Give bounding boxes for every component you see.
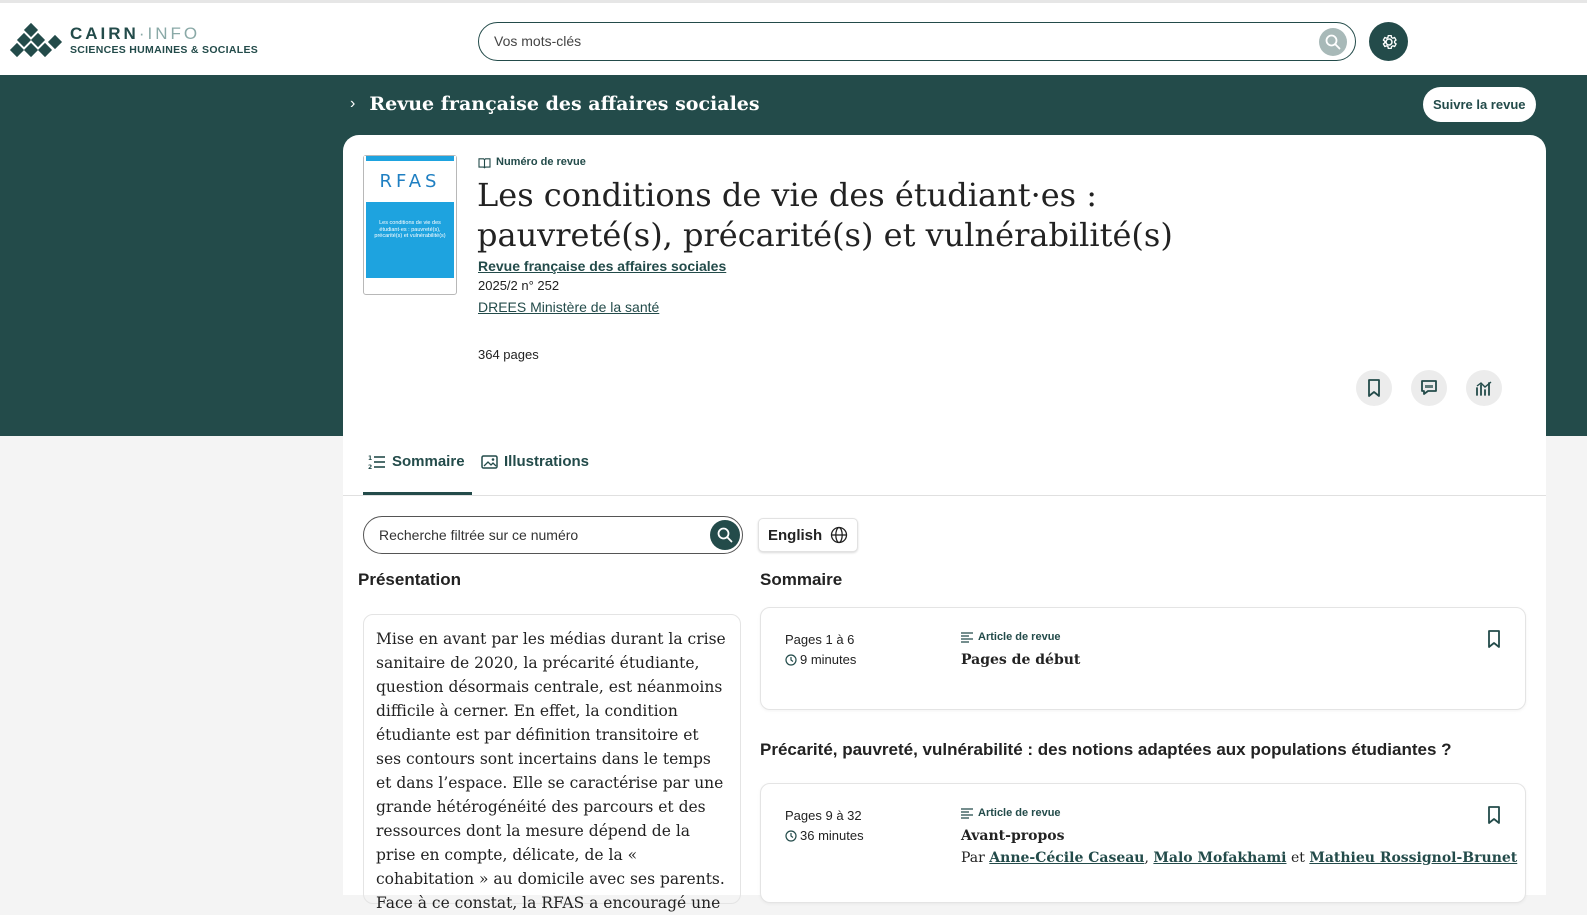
main-search: [478, 22, 1356, 61]
clock-icon: [785, 654, 797, 666]
chevron-right-icon[interactable]: ›: [350, 95, 356, 112]
tab-illustrations[interactable]: Illustrations: [481, 453, 589, 470]
search-button[interactable]: [1319, 28, 1347, 56]
text-lines-icon: [961, 808, 973, 819]
filter-search: [363, 516, 743, 554]
active-tab-indicator: [363, 492, 472, 495]
image-icon: [481, 455, 498, 469]
publisher-link[interactable]: DREES Ministère de la santé: [478, 299, 660, 315]
issue-card: [343, 135, 1546, 436]
breadcrumb-journal-title[interactable]: Revue française des affaires sociales: [369, 93, 760, 115]
article-title[interactable]: Avant-propos: [961, 828, 1065, 844]
logo-title: CAIRN·INFO: [70, 24, 201, 43]
main-search-input[interactable]: [494, 31, 1274, 51]
article-kind: Article de revue: [961, 631, 1061, 643]
bookmark-icon: [1487, 630, 1501, 648]
bookmark-icon: [1487, 806, 1501, 824]
author-link[interactable]: Malo Mofakhami: [1153, 850, 1287, 866]
author-link[interactable]: Anne-Cécile Caseau: [989, 850, 1145, 866]
article-authors: Par Anne-Cécile Caseau, Malo Mofakhami et Mathieu Rossignol-Brunet: [961, 850, 1518, 866]
content-area: [343, 496, 1546, 912]
clock-icon: [785, 830, 797, 842]
bookmark-icon: [1367, 379, 1381, 397]
issue-title: Les conditions de vie des étudiant·es : pauvreté(s), précarité(s) et vulnérabilité(s): [477, 176, 1173, 254]
gear-icon: [1380, 33, 1398, 51]
article-bookmark-button[interactable]: [1487, 630, 1501, 653]
language-button[interactable]: English: [758, 518, 858, 552]
tab-sommaire[interactable]: 1 2 Sommaire: [368, 453, 465, 471]
logo-mark-icon: [14, 23, 64, 59]
article-bookmark-button[interactable]: [1487, 806, 1501, 829]
svg-text:2: 2: [368, 463, 373, 471]
cover-title: RFAS: [379, 171, 441, 192]
search-icon: [1325, 34, 1341, 50]
issue-number: 2025/2 n° 252: [478, 278, 560, 293]
cite-button[interactable]: [1411, 370, 1447, 406]
filter-search-button[interactable]: [710, 520, 740, 550]
sommaire-heading: Sommaire: [760, 570, 843, 589]
article-kind: Article de revue: [961, 807, 1061, 819]
search-icon: [717, 527, 733, 543]
article-card[interactable]: [760, 607, 1526, 710]
article-pages: Pages 1 à 6: [785, 632, 855, 647]
text-lines-icon: [961, 632, 973, 643]
chart-icon: [1475, 379, 1493, 397]
settings-button[interactable]: [1369, 22, 1408, 61]
presentation-heading: Présentation: [358, 570, 461, 589]
bookmark-button[interactable]: [1356, 370, 1392, 406]
article-title[interactable]: Pages de début: [961, 652, 1081, 668]
filter-search-input[interactable]: [379, 525, 679, 545]
globe-icon: [830, 526, 848, 544]
numbered-list-icon: [368, 454, 386, 470]
svg-text:1: 1: [368, 454, 373, 462]
page-count: 364 pages: [478, 347, 539, 362]
section-heading: Précarité, pauvreté, vulnérabilité : des notions adaptées aux populations étudiantes ?: [760, 740, 1452, 759]
quote-bubble-icon: [1420, 379, 1438, 397]
article-reading-time: 9 minutes: [785, 652, 856, 667]
issue-kind: Numéro de revue: [478, 156, 586, 168]
follow-journal-button[interactable]: Suivre la revue: [1423, 87, 1536, 122]
journal-link[interactable]: Revue française des affaires sociales: [478, 258, 727, 274]
article-pages: Pages 9 à 32: [785, 808, 862, 823]
article-card[interactable]: [760, 783, 1526, 903]
cover-subtitle: Les conditions de vie des étudiant·es : pauvreté(s), précarité(s) et vulnérabilité(s): [374, 220, 446, 239]
breadcrumb: [350, 93, 760, 115]
presentation-text: Mise en avant par les médias durant la crise sanitaire de 2020, la précarité étudiante, question désormais centrale, est néanmoins difficile à cerner. En effet, la condition étudiante est par définition transitoire et ses contours sont incertains dans le temps et dans l’espace. Elle se caractérise par une grande hétérogénéité des parcours et des ressources dont la mesure dépend de la prise en compte, délicate, de la « cohabitation » au domicile avec ses parents. Face à ce constat, la RFAS a encouragé une: [363, 614, 741, 904]
tabs: [343, 436, 1546, 496]
stats-button[interactable]: [1466, 370, 1502, 406]
author-link[interactable]: Mathieu Rossignol-Brunet: [1309, 850, 1518, 866]
article-reading-time: 36 minutes: [785, 828, 864, 843]
top-bar: [0, 0, 1587, 75]
cairn-logo[interactable]: [14, 23, 258, 59]
open-book-icon: [478, 157, 491, 168]
issue-cover[interactable]: [363, 155, 457, 295]
logo-subtitle: SCIENCES HUMAINES & SOCIALES: [70, 44, 259, 56]
